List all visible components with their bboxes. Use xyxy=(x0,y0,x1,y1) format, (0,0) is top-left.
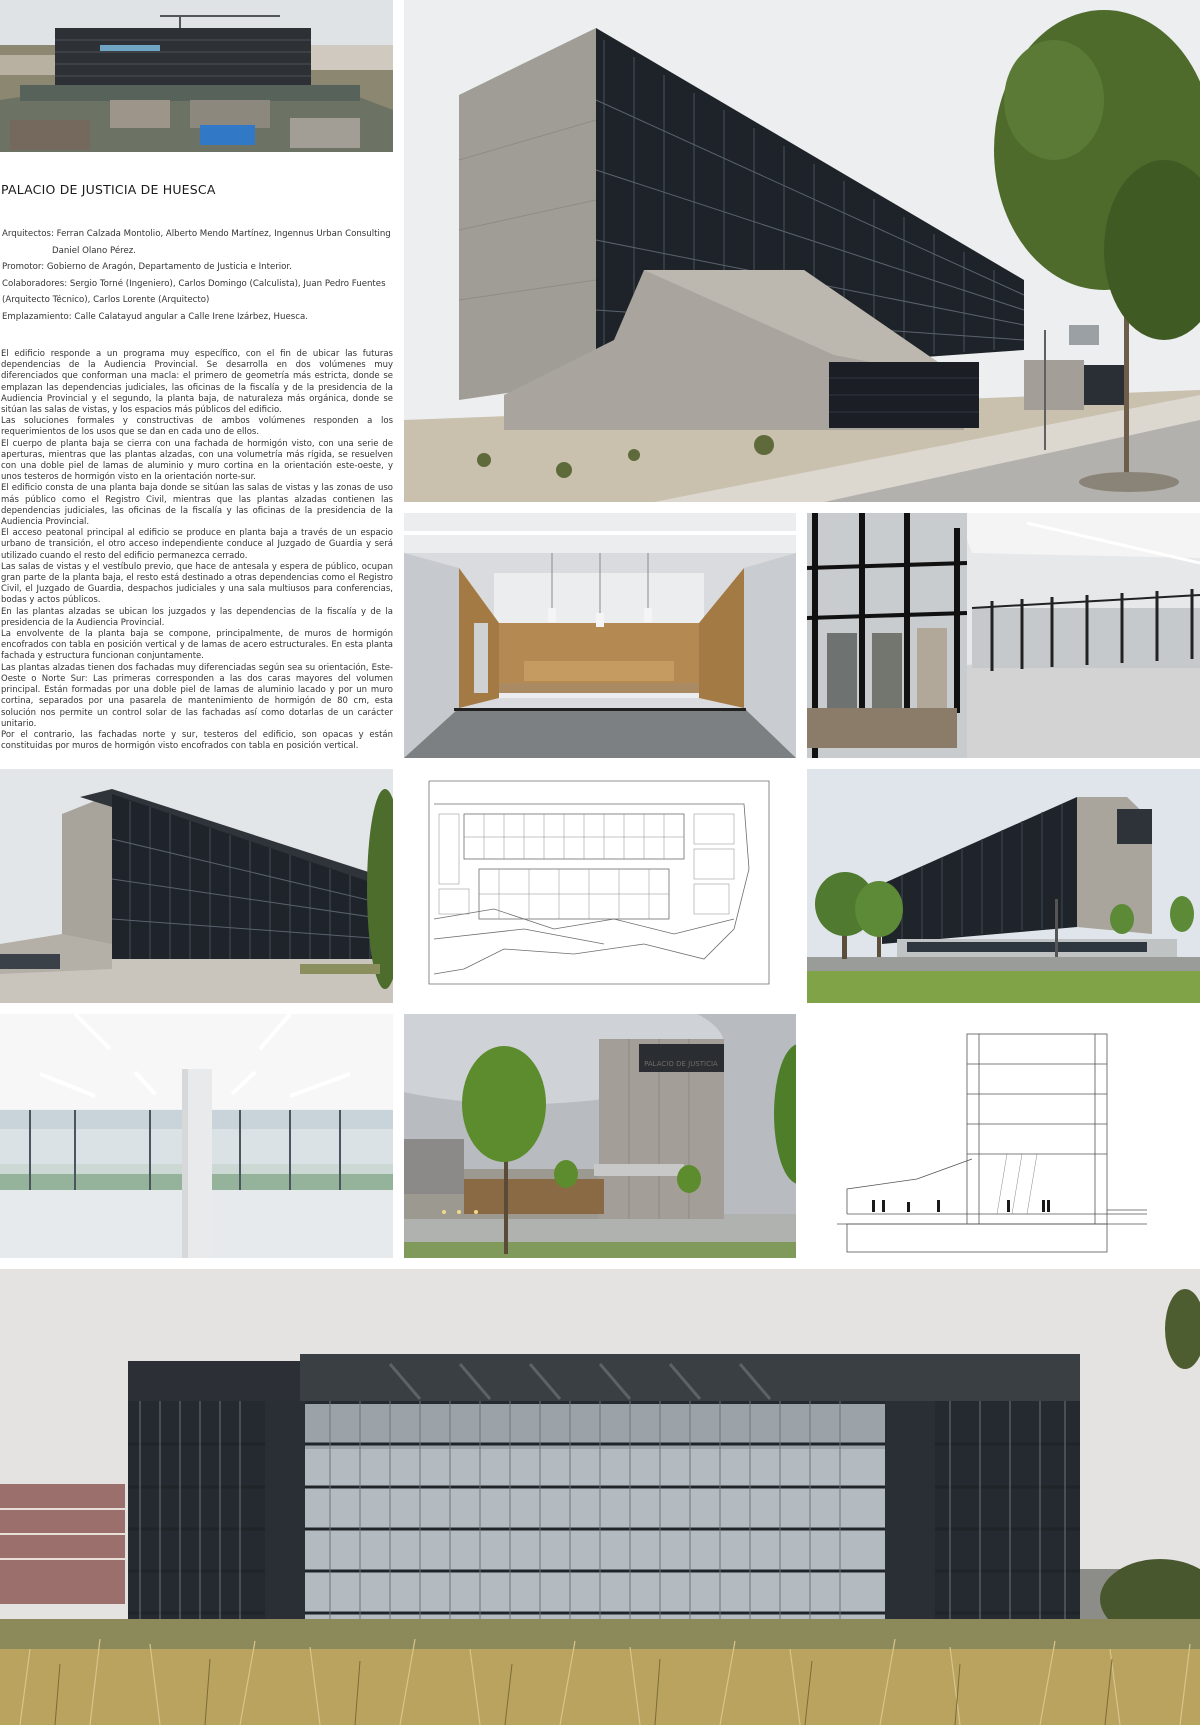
credits-location: Emplazamiento: Calle Calatayud angular a Calle Irene Izárbez, Huesca. xyxy=(2,311,308,322)
description-paragraph: El edificio responde a un programa muy específico, con el fin de ubicar las futuras dependencias de la Audiencia Provincial. Se desarrolla en dos volúmenes muy diferenciados que conforman una macla: el primero de geometría más estricta, donde se emplazan las dependencias judiciales, las oficinas de la fiscalía y de la presidencia de la Audiencia Provincial y el segundo, la planta baja, de naturaleza más orgánica, donde se sitúan las salas de vistas, y los espacios más públicos del edificio. xyxy=(1,349,393,416)
description-paragraph: Las salas de vistas y el vestíbulo previo, que hace de antesala y espera de público, ocupan gran parte de la planta baja, el resto está destinado a otras dependencias como el Registro Civil, el Juzgado de Guardia, despachos judiciales y una sala multiusos para conferencias, bodas y actos públicos. xyxy=(1,561,393,606)
facade-street-photo xyxy=(807,769,1200,1003)
description-paragraph: El cuerpo de planta baja se cierra con una fachada de hormigón visto, con una serie de aperturas, mientras que las plantas alzadas, con una volumetría más rígida, se resuelven con una doble piel de lamas de aluminio y muro cortina en la orientación este-oeste, y unos testeros de hormigón visto en la orientación norte-sur. xyxy=(1,438,393,483)
description-paragraph: El acceso peatonal principal al edificio se produce en planta baja a través de un espacio urbano de transición, el otro acceso independiente conduce al Juzgado de Guardia y será utilizado cuando el resto del edificio permanezca cerrado. xyxy=(1,528,393,561)
credits-architects-cont: Daniel Olano Pérez. xyxy=(52,245,137,256)
credits-promoter: Promotor: Gobierno de Aragón, Departamento de Justicia e Interior. xyxy=(2,262,292,272)
building-corner-photo xyxy=(404,0,1200,502)
tower-trees-photo xyxy=(404,1014,796,1258)
project-description xyxy=(1,349,393,752)
building-sign-text: PALACIO DE JUSTICIA xyxy=(644,1060,718,1068)
project-title: PALACIO DE JUSTICIA DE HUESCA xyxy=(1,182,216,197)
credits-architects: Arquitectos: Ferran Calzada Montolio, Alberto Mendo Martínez, Ingennus Urban Consulting xyxy=(2,229,391,239)
courtroom-interior-photo xyxy=(404,513,796,758)
office-interior-photo xyxy=(0,1014,393,1258)
facade-elevation-photo xyxy=(0,1269,1200,1725)
description-paragraph: Las soluciones formales y constructivas de ambos volúmenes responden a los requerimientos de los usos que se dan en cada uno de ellos. xyxy=(1,416,393,438)
description-paragraph: En las plantas alzadas se ubican los juzgados y las dependencias de la fiscalía y de la presidencia de la Audiencia Provincial. xyxy=(1,606,393,628)
project-credits xyxy=(2,226,392,325)
building-section-drawing xyxy=(807,1014,1200,1258)
construction-aerial-photo xyxy=(0,0,393,152)
description-paragraph: El edificio consta de una planta baja donde se sitúan las salas de vistas y las zonas de uso más público como el Registro Civil, mientras que las plantas alzadas contienen las dependencias judiciales, las oficinas de la fiscalía y las oficinas de la presidencia de la Audiencia Provincial. xyxy=(1,483,393,528)
glass-lobby-photo xyxy=(807,513,1200,758)
description-paragraph: La envolvente de la planta baja se compone, principalmente, de muros de hormigón encofrados con tabla en posición vertical y de lamas de acero estructurales. En esta planta fachada y estructura funcionan conjuntamente. xyxy=(1,629,393,662)
description-paragraph: Las plantas alzadas tienen dos fachadas muy diferenciadas según sea su orientación, Este-Oeste o Norte Sur: Las primeras corresponden a las dos caras mayores del volumen principal. Están formadas por una doble piel de lamas de aluminio lacado y por un muro cortina, separados por una pasarela de mantenimiento de hormigón de 80 cm, esta solución nos permite un control solar de las fachadas así como dotarlas de un carácter unitario. xyxy=(1,662,393,729)
facade-oblique-photo xyxy=(0,769,393,1003)
credits-collaborators-cont: (Arquitecto Técnico), Carlos Lorente (Arquitecto) xyxy=(2,295,210,305)
description-paragraph: Por el contrario, las fachadas norte y sur, testeros del edificio, son opacas y están constituidas por muros de hormigón visto encofrados con tabla en posición vertical. xyxy=(1,729,393,752)
credits-collaborators: Colaboradores: Sergio Torné (Ingeniero), Carlos Domingo (Calculista), Juan Pedro Fuentes xyxy=(2,278,386,289)
floor-plan-drawing xyxy=(404,769,796,1003)
